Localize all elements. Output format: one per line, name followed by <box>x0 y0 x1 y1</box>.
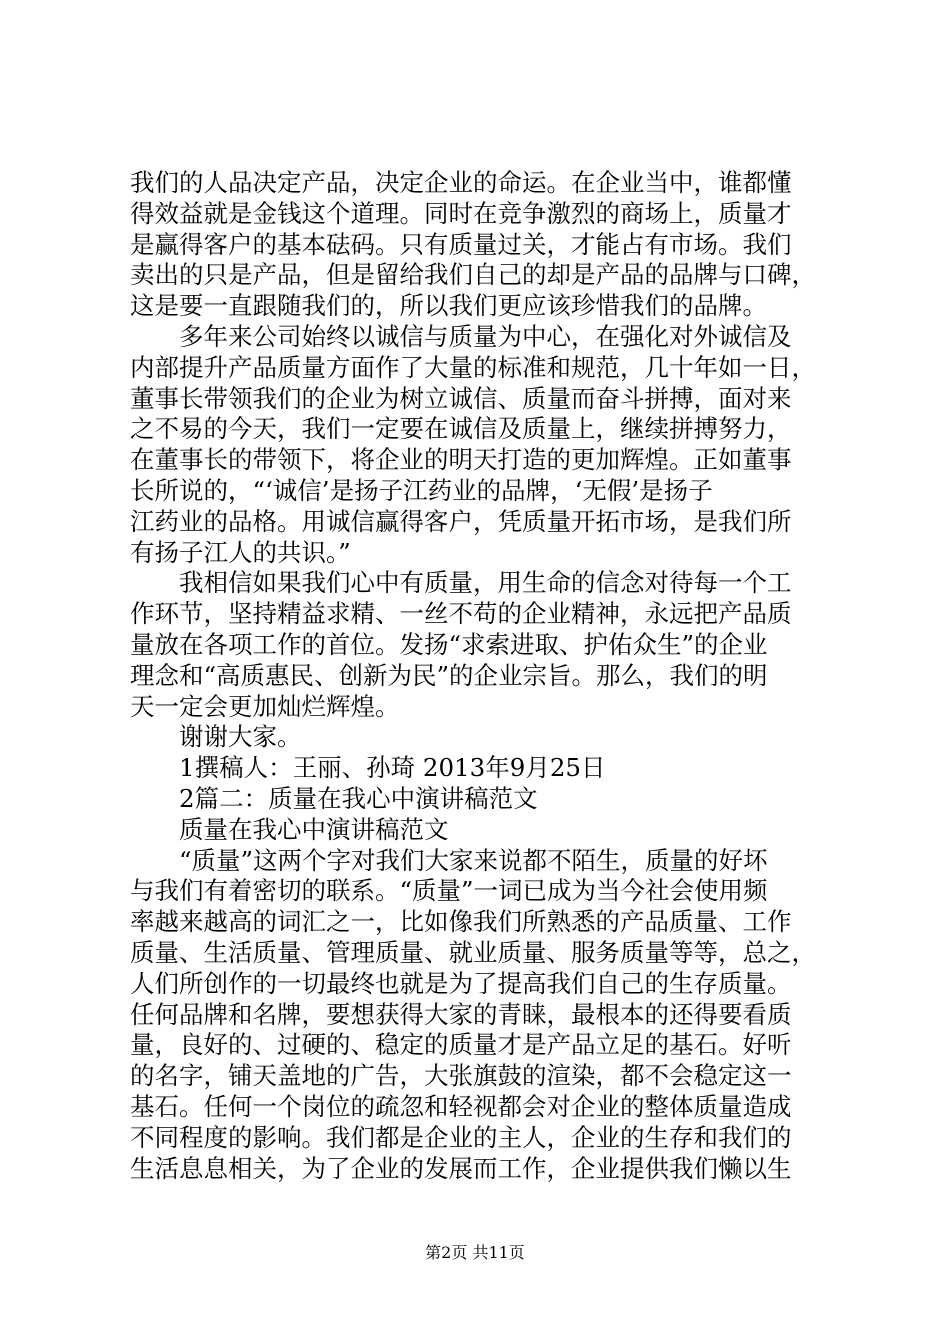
text-line: 率越来越高的词汇之一，比如像我们所熟悉的产品质量、工作 <box>130 907 792 937</box>
text-line: 是赢得客户的基本砝码。只有质量过关，才能占有市场。我们 <box>130 229 792 259</box>
text-line: 这是要一直跟随我们的，所以我们更应该珍惜我们的品牌。 <box>130 291 767 321</box>
text-line: 量，良好的、过硬的、稳定的质量才是产品立足的基石。好听 <box>130 1030 792 1060</box>
text-line: 量放在各项工作的首位。发扬“求索进取、护佑众生”的企业 <box>130 629 768 659</box>
document-body <box>130 168 830 1184</box>
text-line: 我们的人品决定产品，决定企业的命运。在企业当中，谁都懂 <box>130 168 792 197</box>
text-line: 与我们有着密切的联系。“质量”一词已成为当今社会使用频 <box>130 876 768 906</box>
text-line: 之不易的今天，我们一定要在诚信及质量上，继续拼搏努力， <box>130 414 792 444</box>
text-line: 得效益就是金钱这个道理。同时在竞争激烈的商场上，质量才 <box>130 198 792 228</box>
text-line: 我相信如果我们心中有质量，用生命的信念对待每一个工 <box>179 568 792 598</box>
text-line: 质量、生活质量、管理质量、就业质量、服务质量等等，总之， <box>130 937 816 967</box>
paragraph-3 <box>130 568 830 722</box>
text-line: 有扬子江人的共识。” <box>130 537 351 567</box>
paragraph-1 <box>130 168 830 322</box>
text-line: 谢谢大家。 <box>179 722 302 752</box>
text-line: “质量”这两个字对我们大家来说都不陌生，质量的好坏 <box>179 845 768 875</box>
text-line: 人们所创作的一切最终也就是为了提高我们自己的生存质量。 <box>130 968 792 998</box>
page-number-footer: 第2页 共11页 <box>425 1243 525 1262</box>
text-line: 任何品牌和名牌，要想获得大家的青睐，最根本的还得要看质 <box>130 999 792 1029</box>
text-line: 江药业的品格。用诚信赢得客户，凭质量开拓市场，是我们所 <box>130 506 792 536</box>
text-line: 卖出的只是产品，但是留给我们自己的却是产品的品牌与口碑， <box>130 260 816 290</box>
text-line: 长所说的，“‘诚信’是扬子江药业的品牌，‘无假’是扬子 <box>130 475 713 505</box>
text-line: 基石。任何一个岗位的疏忽和轻视都会对企业的整体质量造成 <box>130 1091 792 1121</box>
text-line: 不同程度的影响。我们都是企业的主人，企业的生存和我们的 <box>130 1122 792 1152</box>
text-line: 多年来公司始终以诚信与质量为中心，在强化对外诚信及 <box>179 321 792 351</box>
text-line: 董事长带领我们的企业为树立诚信、质量而奋斗拼搏，面对来 <box>130 383 792 413</box>
text-line: 作环节，坚持精益求精、一丝不苟的企业精神，永远把产品质 <box>130 599 792 629</box>
paragraph-8 <box>130 846 830 1185</box>
text-line: 在董事长的带领下，将企业的明天打造的更加辉煌。正如董事 <box>130 445 792 475</box>
text-line: 2篇二：质量在我心中演讲稿范文 <box>179 783 538 813</box>
text-line: 的名字，铺天盖地的广告，大张旗鼓的渲染，都不会稳定这一 <box>130 1061 792 1091</box>
text-line: 内部提升产品质量方面作了大量的标准和规范，几十年如一日， <box>130 352 816 382</box>
paragraph-author <box>130 753 830 784</box>
text-line: 质量在我心中演讲稿范文 <box>179 814 449 844</box>
paragraph-2 <box>130 322 830 568</box>
paragraph-thanks <box>130 722 830 753</box>
paragraph-section-title <box>130 815 830 846</box>
paragraph-section-heading <box>130 784 830 815</box>
text-line: 1撰稿人：王丽、孙琦 2013年9月25日 <box>179 753 606 783</box>
text-line: 生活息息相关，为了企业的发展而工作，企业提供我们懒以生 <box>130 1153 792 1183</box>
text-line: 天一定会更加灿烂辉煌。 <box>130 691 400 721</box>
text-line: 理念和“高质惠民、创新为民”的企业宗旨。那么，我们的明 <box>130 660 768 690</box>
